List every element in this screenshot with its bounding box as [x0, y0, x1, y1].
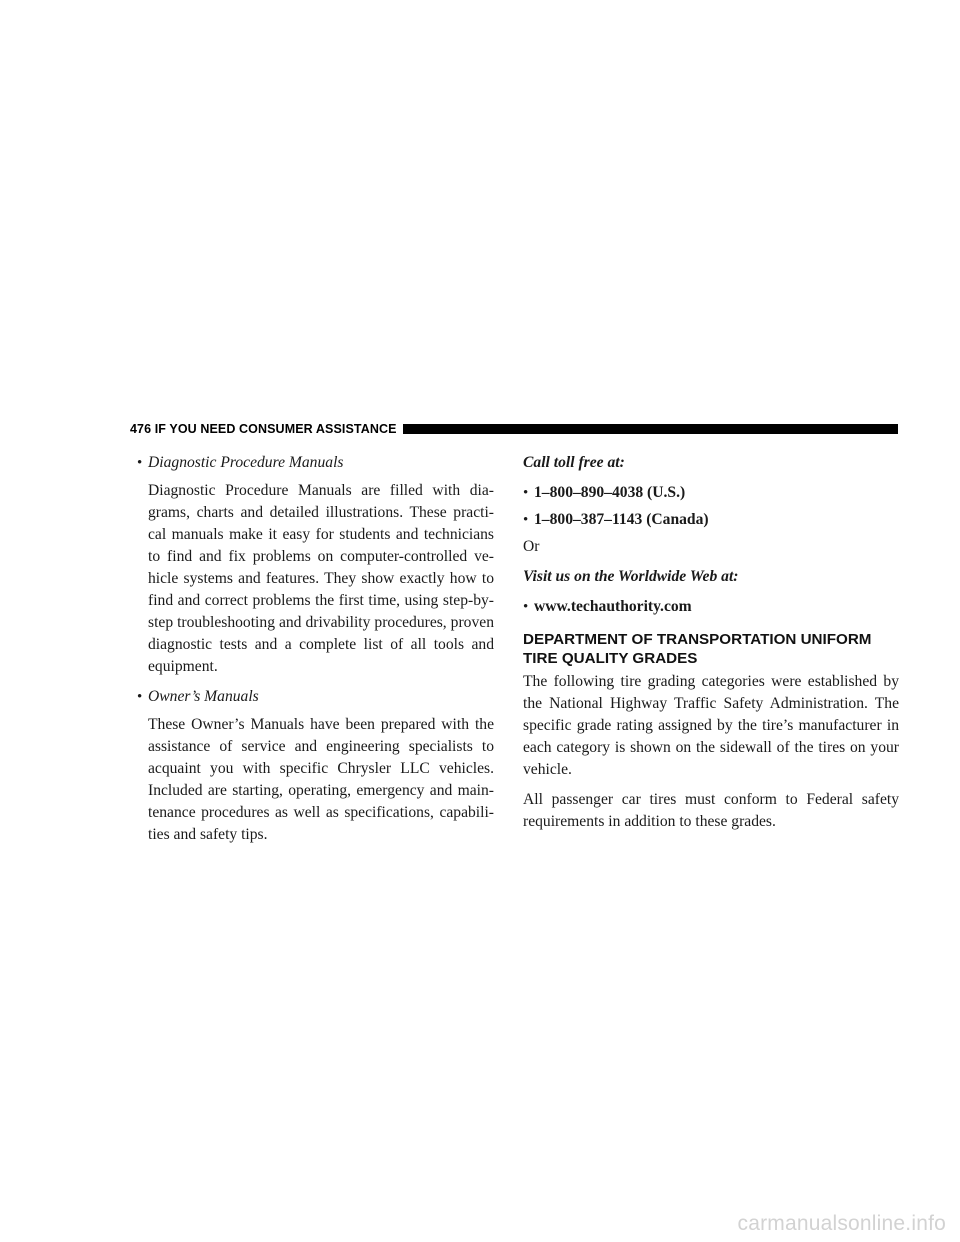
left-column	[137, 452, 494, 854]
list-item-title	[137, 452, 494, 474]
watermark: carmanualsonline.info	[737, 1212, 946, 1235]
bullet-icon: •	[137, 689, 143, 705]
right-column	[523, 452, 899, 841]
header-rule-bar	[403, 424, 898, 434]
bullet-icon: •	[137, 455, 143, 471]
page-number-title: 476 IF YOU NEED CONSUMER ASSISTANCE	[130, 422, 397, 436]
list-item	[523, 482, 899, 504]
web-label: Visit us on the Worldwide Web at:	[523, 568, 739, 585]
website-link: www.techauthority.com	[534, 598, 692, 615]
bullet-icon: •	[523, 485, 529, 501]
bullet-icon: •	[523, 512, 529, 528]
bullet-icon: •	[523, 599, 529, 615]
item-title: Diagnostic Procedure Manuals	[148, 454, 344, 471]
page-header	[130, 423, 898, 435]
body-paragraph: All passenger car tires must conform to Federal safety requirements in addition to these grades.	[523, 791, 899, 830]
section-heading-line: TIRE QUALITY GRADES	[523, 650, 698, 667]
section-heading	[523, 630, 899, 668]
or-text: Or	[523, 538, 540, 555]
section-heading-line: DEPARTMENT OF TRANSPORTATION UNIFORM	[523, 631, 872, 648]
list-item	[523, 509, 899, 531]
call-label: Call toll free at:	[523, 454, 625, 471]
item-description: Diagnostic Procedure Manuals are filled with dia-grams, charts and detailed illustrations. These practi-cal manuals make it easy for students and technicians to find and fix problems on computer-controlled ve-hicle systems and features. They show exactly how to find and correct problems the first time, using step-by-step troubleshooting and drivability procedures, proven diagnostic tests and a complete list of all tools and equipment.	[148, 482, 494, 675]
list-item-title	[137, 686, 494, 708]
list-item	[523, 596, 899, 618]
body-paragraph: The following tire grading categories were established by the National Highway Traffic Safety Administration. The specific grade rating assigned by the tire’s manufacturer in each category is shown on the sidewall of the tires on your vehicle.	[523, 673, 899, 778]
phone-number-canada: 1–800–387–1143 (Canada)	[534, 511, 709, 528]
phone-number-us: 1–800–890–4038 (U.S.)	[534, 484, 686, 501]
item-description: These Owner’s Manuals have been prepared with the assistance of service and engineering specialists to acquaint you with specific Chrysler LLC vehicles. Included are starting, operating, emergency and main-tenance procedures as well as specifications, capabili-ties and safety tips.	[148, 716, 494, 843]
item-title: Owner’s Manuals	[148, 688, 259, 705]
